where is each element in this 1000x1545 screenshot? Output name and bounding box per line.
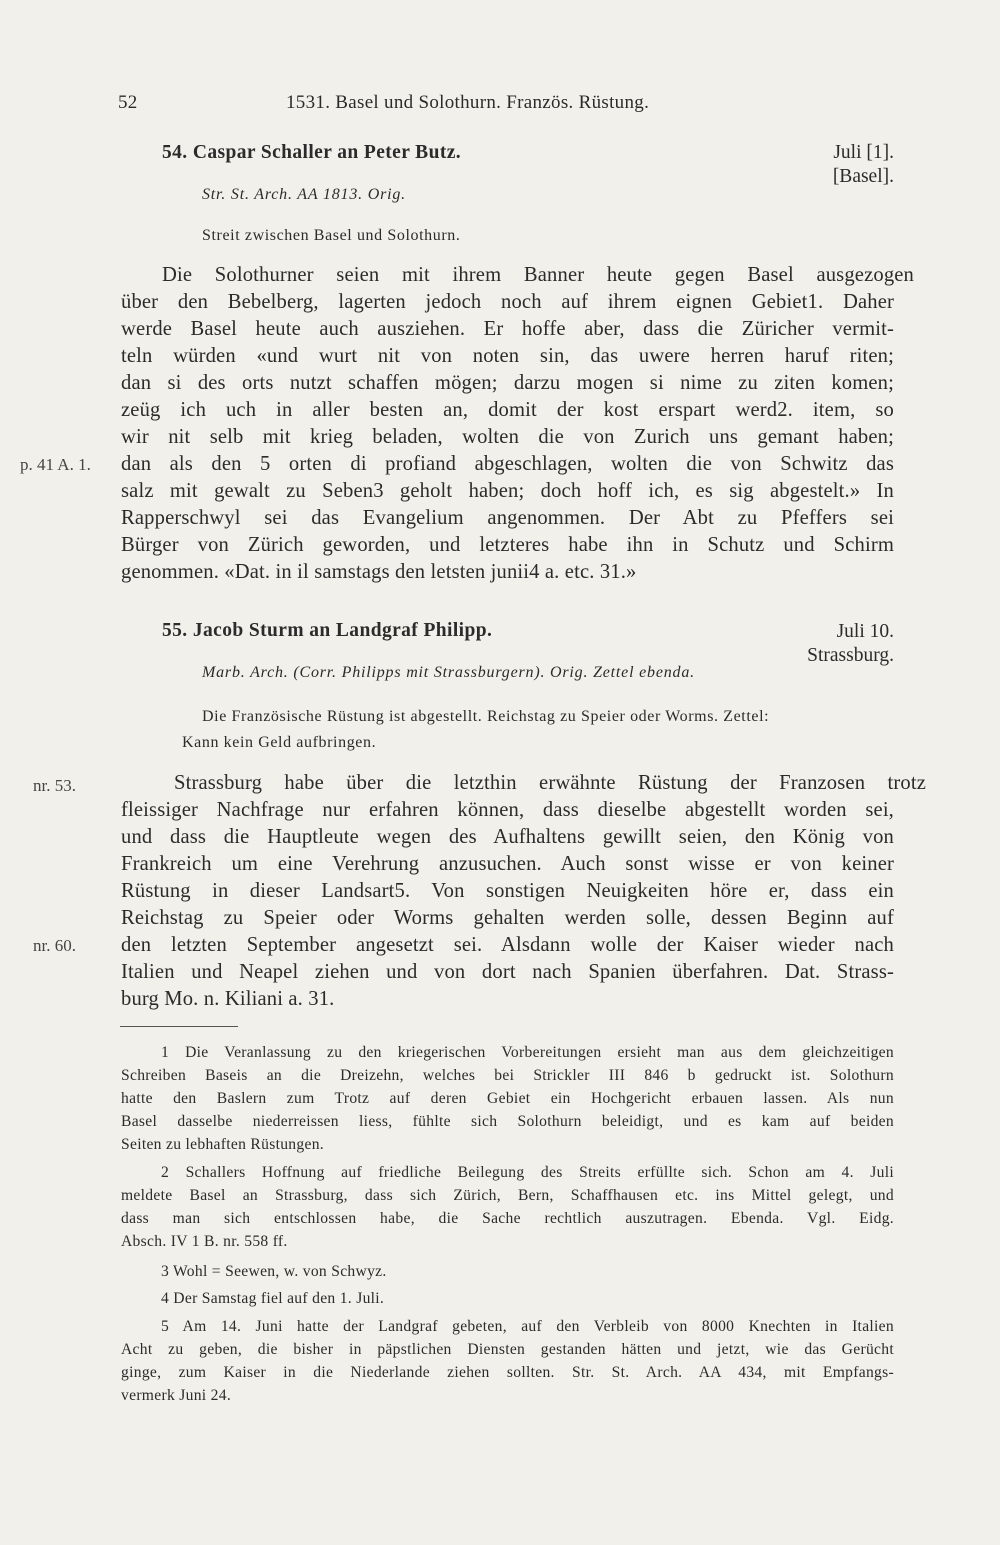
footnote-line: 2 Schallers Hoffnung auf friedliche Beilegung des Streits erfüllte sich. Schon am 4. Juli	[161, 1164, 894, 1181]
body-line: teln würden «und wurt nit von noten sin, das uwere herren haruf riten;	[121, 345, 894, 367]
doc54-place: [Basel].	[832, 166, 894, 187]
body-line: dan si des orts nutzt schaffen mögen; darzu mogen si nime zu ziten komen;	[121, 372, 894, 394]
doc54-summary: Streit zwischen Basel und Solothurn.	[202, 227, 461, 244]
body-line: zeüg ich uch in aller besten an, domit der kost erspart werd2. item, so	[121, 399, 894, 421]
body-line: Die Solothurner seien mit ihrem Banner heute gegen Basel ausgezogen	[162, 264, 914, 286]
doc54-date: Juli [1].	[833, 142, 894, 163]
body-line: genommen. «Dat. in il samstags den letsten junii4 a. etc. 31.»	[121, 561, 637, 583]
footnote-line: Seiten zu lebhaften Rüstungen.	[121, 1136, 325, 1153]
footnote-line: ginge, zum Kaiser in die Niederlande ziehen sollten. Str. St. Arch. AA 434, mit Empfangs-	[121, 1364, 894, 1381]
doc55-summary-line: Kann kein Geld aufbringen.	[182, 734, 377, 751]
footnote-line: 3 Wohl = Seewen, w. von Schwyz.	[161, 1263, 387, 1280]
footnote-line: Absch. IV 1 B. nr. 558 ff.	[121, 1233, 288, 1250]
margin-note: p. 41 A. 1.	[20, 455, 91, 474]
doc55-title: 55. Jacob Sturm an Landgraf Philipp.	[162, 620, 493, 641]
footnote-line: 1 Die Veranlassung zu den kriegerischen Vorbereitungen ersieht man aus dem gleichzeitigen	[161, 1044, 894, 1061]
footnote-line: Basel dasselbe niederreissen liess, fühlte sich Solothurn beleidigt, und es kam auf beiden	[121, 1113, 894, 1130]
page-number: 52	[118, 92, 138, 113]
body-line: Rüstung in dieser Landsart5. Von sonstigen Neuigkeiten höre er, dass ein	[121, 880, 894, 902]
footnote-line: hatte den Baslern zum Trotz auf deren Gebiet ein Hochgericht erbauen lassen. Als nun	[121, 1090, 894, 1107]
footnote-divider	[120, 1026, 238, 1027]
doc55-place: Strassburg.	[807, 645, 894, 666]
body-line: Italien und Neapel ziehen und von dort nach Spanien überfahren. Dat. Strass-	[121, 961, 894, 983]
body-line: Reichstag zu Speier oder Worms gehalten werden solle, dessen Beginn auf	[121, 907, 894, 929]
footnote-line: Acht zu geben, die bisher in päpstlichen Diensten gestanden hätten und jetzt, wie das Gerücht	[121, 1341, 894, 1358]
body-line: werde Basel heute auch ausziehen. Er hoffe aber, dass die Züricher vermit-	[121, 318, 894, 340]
body-line: Rapperschwyl sei das Evangelium angenommen. Der Abt zu Pfeffers sei	[121, 507, 894, 529]
margin-note: nr. 53.	[33, 776, 76, 795]
footnote-line: dass man sich entschlossen habe, die Sache rechtlich auszutragen. Ebenda. Vgl. Eidg.	[121, 1210, 894, 1227]
margin-note: nr. 60.	[33, 936, 76, 955]
doc54-title: 54. Caspar Schaller an Peter Butz.	[162, 142, 462, 163]
doc54-date-place	[833, 141, 894, 189]
footnote-line: vermerk Juni 24.	[121, 1387, 232, 1404]
doc55-source: Marb. Arch. (Corr. Philipps mit Strassburgern). Orig. Zettel ebenda.	[202, 664, 695, 681]
body-line: den letzten September angesetzt sei. Alsdann wolle der Kaiser wieder nach	[121, 934, 894, 956]
body-line: salz mit gewalt zu Seben3 geholt haben; doch hoff ich, es sig abgestelt.» In	[121, 480, 894, 502]
footnote-line: Schreiben Baseis an die Dreizehn, welches bei Strickler III 846 b gedruckt ist. Solothurn	[121, 1067, 894, 1084]
body-line: burg Mo. n. Kiliani a. 31.	[121, 988, 335, 1010]
footnote-line: 5 Am 14. Juni hatte der Landgraf gebeten, auf den Verbleib von 8000 Knechten in Italien	[161, 1318, 894, 1335]
doc54-source: Str. St. Arch. AA 1813. Orig.	[202, 186, 406, 203]
body-line: wir nit selb mit krieg beladen, wolten die von Zurich uns gemant haben;	[121, 426, 894, 448]
running-title: 1531. Basel und Solothurn. Französ. Rüstung.	[286, 92, 650, 113]
footnote-line: meldete Basel an Strassburg, dass sich Zürich, Bern, Schaffhausen etc. ins Mittel gelegt, und	[121, 1187, 894, 1204]
footnote-line: 4 Der Samstag fiel auf den 1. Juli.	[161, 1290, 385, 1307]
body-line: fleissiger Nachfrage nur erfahren können, dass dieselbe abgestellt worden sei,	[121, 799, 894, 821]
body-line: und dass die Hauptleute wegen des Aufhaltens gewillt seien, den König von	[121, 826, 894, 848]
body-line: Frankreich um eine Verehrung anzusuchen. Auch sonst wisse er von keiner	[121, 853, 894, 875]
doc55-date-place	[807, 620, 894, 668]
doc55-summary-line: Die Französische Rüstung ist abgestellt. Reichstag zu Speier oder Worms. Zettel:	[202, 708, 770, 725]
body-line: über den Bebelberg, lagerten jedoch noch auf ihrem eignen Gebiet1. Daher	[121, 291, 894, 313]
doc55-date: Juli 10.	[836, 621, 894, 642]
body-line: dan als den 5 orten di profiand abgeschlagen, wolten die von Schwitz das	[121, 453, 894, 475]
body-line: Bürger von Zürich geworden, und letzteres habe ihn in Schutz und Schirm	[121, 534, 894, 556]
body-line: Strassburg habe über die letzthin erwähnte Rüstung der Franzosen trotz	[174, 772, 926, 794]
